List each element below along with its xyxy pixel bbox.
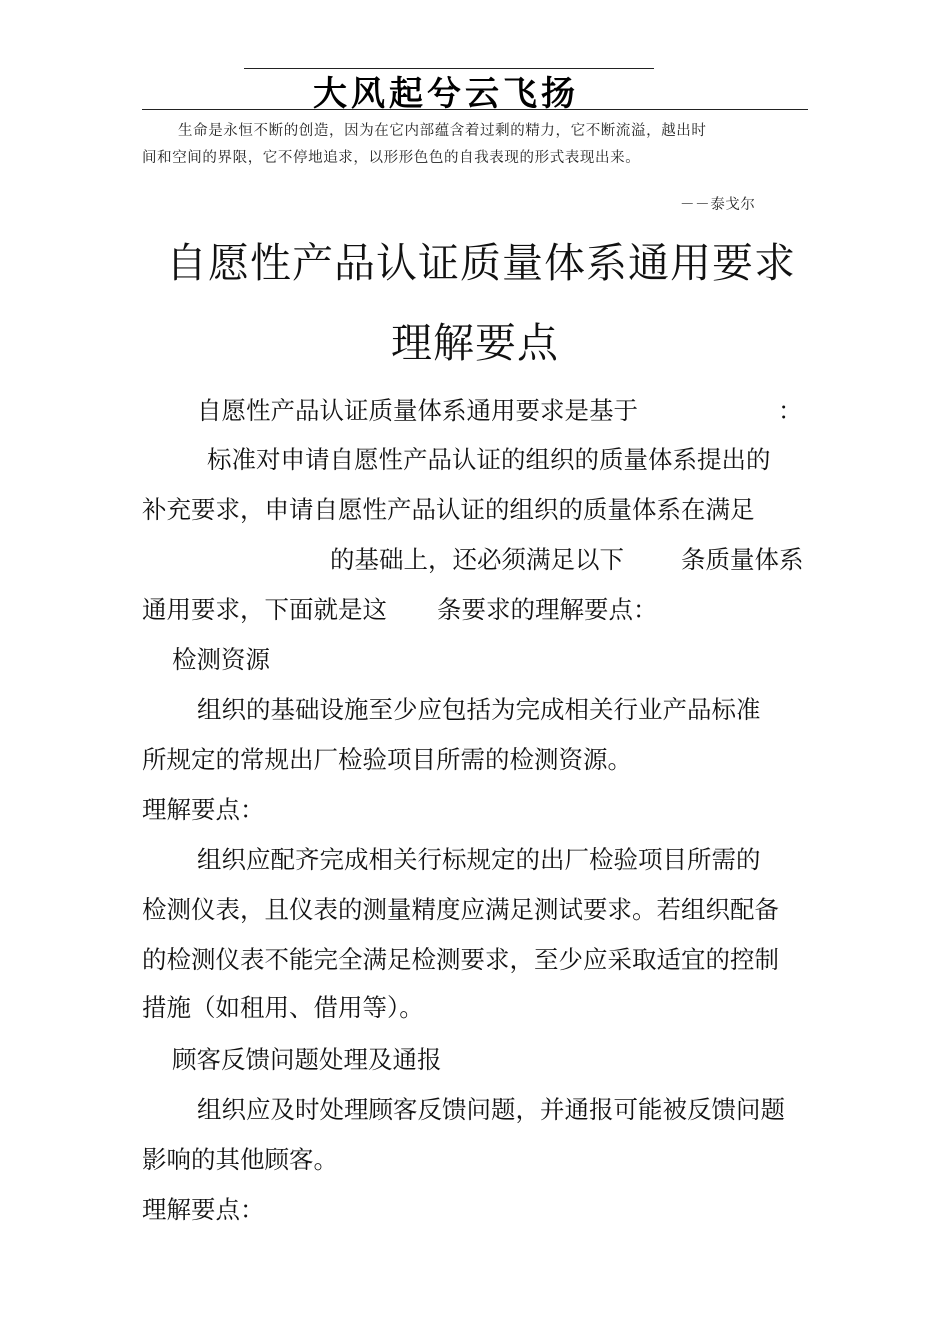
header-banner: 大风起兮云飞扬	[313, 74, 579, 114]
section2-points-label: 理解要点：	[142, 1195, 265, 1224]
section1-heading: 检测资源	[172, 645, 270, 674]
intro-line-5b: 条要求的理解要点：	[437, 595, 658, 624]
quote-author: －－泰戈尔	[680, 197, 756, 213]
quote-line-2: 间和空间的界限，它不停地追求，以形形色色的自我表现的形式表现出来。	[142, 150, 641, 166]
section1-point-line-1: 组织应配齐完成相关行标规定的出厂检验项目所需的	[197, 845, 761, 874]
section2-heading: 顾客反馈问题处理及通报	[172, 1045, 442, 1074]
intro-line-3: 补充要求，申请自愿性产品认证的组织的质量体系在满足	[142, 495, 755, 524]
page-title-line-1: 自愿性产品认证质量体系通用要求	[166, 239, 796, 287]
intro-line-4b: 条质量体系	[681, 545, 804, 574]
section1-points-label: 理解要点：	[142, 795, 265, 824]
section2-req-line-1: 组织应及时处理顾客反馈问题，并通报可能被反馈问题	[197, 1095, 785, 1124]
intro-line-1-colon: ：	[778, 396, 803, 425]
section1-point-line-4: 措施（如租用、借用等）。	[142, 993, 424, 1022]
section2-req-line-2: 影响的其他顾客。	[142, 1145, 338, 1174]
section1-point-line-2: 检测仪表，且仪表的测量精度应满足测试要求。若组织配备	[142, 895, 779, 924]
intro-line-4a: 的基础上，还必须满足以下	[330, 545, 624, 574]
page-title-line-2: 理解要点	[391, 319, 559, 367]
section1-req-line-2: 所规定的常规出厂检验项目所需的检测资源。	[142, 745, 632, 774]
intro-line-2: 标准对申请自愿性产品认证的组织的质量体系提出的	[207, 445, 771, 474]
header-bottom-rule	[142, 109, 808, 110]
section1-point-line-3: 的检测仪表不能完全满足检测要求，至少应采取适宜的控制	[142, 945, 779, 974]
intro-line-5a: 通用要求，下面就是这	[142, 595, 387, 624]
quote-line-1: 生命是永恒不断的创造，因为在它内部蕴含着过剩的精力，它不断流溢，越出时	[178, 123, 707, 139]
section1-req-line-1: 组织的基础设施至少应包括为完成相关行业产品标准	[197, 695, 761, 724]
intro-line-1: 自愿性产品认证质量体系通用要求是基于	[197, 396, 638, 425]
